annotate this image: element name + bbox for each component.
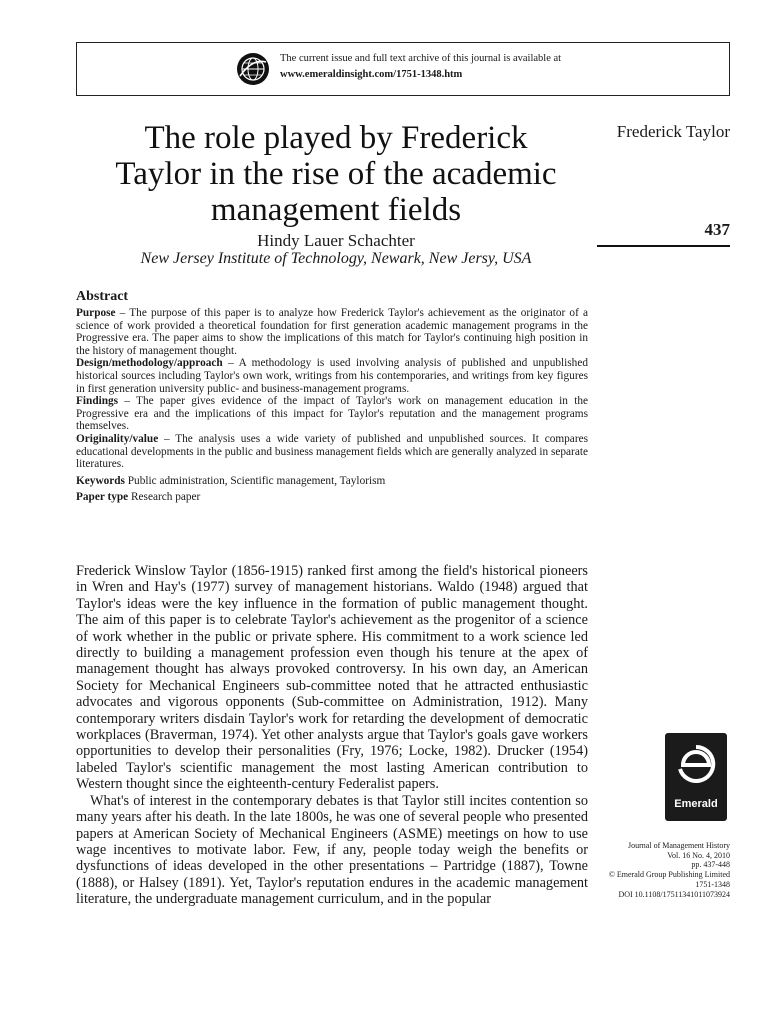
author-affiliation: New Jersey Institute of Technology, Newark, New Jersy, USA bbox=[140, 250, 532, 267]
body-paragraph: What's of interest in the contemporary debates is that Taylor still incites contention so many years after his death. In the late 1800s, he was one of several people who presented papers at American Society of Mechanical Engineers (ASME) meetings on how to use wage incentives to motivate labor. Few, if any, people today weigh the benefits or dysfunctions of ideas developed in the other presentations – Partridge (1887), Towne (1888), or Halsey (1891). Yet, Taylor's reputation endures in the academic management literature, the undergraduate management curriculum, and in the popular bbox=[76, 792, 588, 908]
title-line: Taylor in the rise of the academic bbox=[115, 156, 557, 192]
page-number: 437 bbox=[704, 220, 730, 239]
margin-rule bbox=[597, 245, 730, 247]
abstract-text: – A methodology is used involving analysis of published and unpublished historical sources including Taylor's own work, writings from his contemporaries, and writings from key figures in first generation university public- and business-management programs. bbox=[76, 357, 588, 395]
abstract-label: Keywords bbox=[76, 474, 125, 487]
body-paragraph: Frederick Winslow Taylor (1856-1915) ranked first among the field's historical pioneers in Wren and Hay's (1977) survey of management historians. Waldo (1948) argued that Taylor's ideas were the key influence in the formation of public management thought. The aim of this paper is to celebrate Taylor's achievement as the progenitor of a science of work whether in the public or private sphere. His commitment to a work science led directly to building a management profession even though his tenure at the apex of management thought has always provoked controversy. In his own day, an American Society for Mechanical Engineers sub-committee noted that he attracted enthusiastic advocates and vigorous opponents (Sub-committee on Administration, 1912). Many contemporary writers disdain Taylor's work for retarding the development of democratic workplaces (Braverman, 1974). Yet other analysts argue that Taylor's goals gave workers opportunities to develop their personalities (Fry, 1976; Locke, 1982). Drucker (1954) labeled Taylor's scientific management the most lasting American contribution to Western thought since the eighteenth-century Federalist papers. bbox=[76, 563, 588, 793]
abstract-findings bbox=[76, 395, 588, 433]
journal-publisher: © Emerald Group Publishing Limited bbox=[608, 870, 730, 880]
emerald-logo-text: Emerald bbox=[674, 798, 718, 810]
abstract-label: Findings bbox=[76, 395, 119, 408]
abstract-paper-type bbox=[76, 491, 588, 504]
title-line: management fields bbox=[210, 192, 462, 228]
abstract-purpose bbox=[76, 307, 588, 357]
journal-citation-info bbox=[578, 841, 730, 899]
globe-icon bbox=[236, 52, 270, 86]
abstract-label: Purpose bbox=[76, 307, 116, 319]
abstract-body bbox=[76, 307, 588, 504]
journal-issn: 1751-1348 bbox=[695, 879, 730, 889]
title-line: The role played by Frederick bbox=[144, 120, 528, 156]
journal-volume: Vol. 16 No. 4, 2010 bbox=[667, 850, 730, 860]
availability-text: The current issue and full text archive of this journal is available at bbox=[280, 53, 562, 64]
abstract-text: – The purpose of this paper is to analyze how Frederick Taylor's achievement as the originator of a science of work provided a theoretical foundation for first generation academic management programs in the Progressive era. The paper aims to show the implications of this match for Taylor's continuing high position in the history of management thought. bbox=[76, 307, 588, 357]
abstract-keywords bbox=[76, 475, 588, 488]
abstract-text: – The paper gives evidence of the impact of Taylor's work on management education in the Progressive era and the implications of this impact for Taylor's reputation and the management programs themselves. bbox=[76, 395, 588, 433]
emerald-e-icon bbox=[665, 735, 727, 797]
abstract-text: Public administration, Scientific management, Taylorism bbox=[124, 474, 386, 487]
abstract-heading: Abstract bbox=[76, 289, 129, 304]
article-body bbox=[76, 563, 588, 908]
running-head: Frederick Taylor bbox=[616, 122, 730, 141]
journal-name: Journal of Management History bbox=[628, 841, 730, 850]
abstract-text: – The analysis uses a wide variety of published and unpublished sources. It compares educational developments in the public and business management fields which are generally analyzed in separate literatures. bbox=[76, 432, 588, 471]
abstract-text: Research paper bbox=[128, 491, 201, 504]
abstract-label: Originality/value bbox=[76, 432, 159, 445]
abstract-label: Paper type bbox=[76, 491, 129, 504]
author-name: Hindy Lauer Schachter bbox=[257, 231, 415, 250]
journal-url-link[interactable]: www.emeraldinsight.com/1751-1348.htm bbox=[280, 69, 463, 80]
journal-pages: pp. 437-448 bbox=[691, 860, 730, 870]
abstract-label: Design/methodology/approach bbox=[76, 357, 223, 370]
abstract-design bbox=[76, 357, 588, 395]
article-title bbox=[76, 120, 596, 228]
journal-doi: DOI 10.1108/17511341011073924 bbox=[618, 889, 730, 899]
abstract-originality bbox=[76, 433, 588, 471]
